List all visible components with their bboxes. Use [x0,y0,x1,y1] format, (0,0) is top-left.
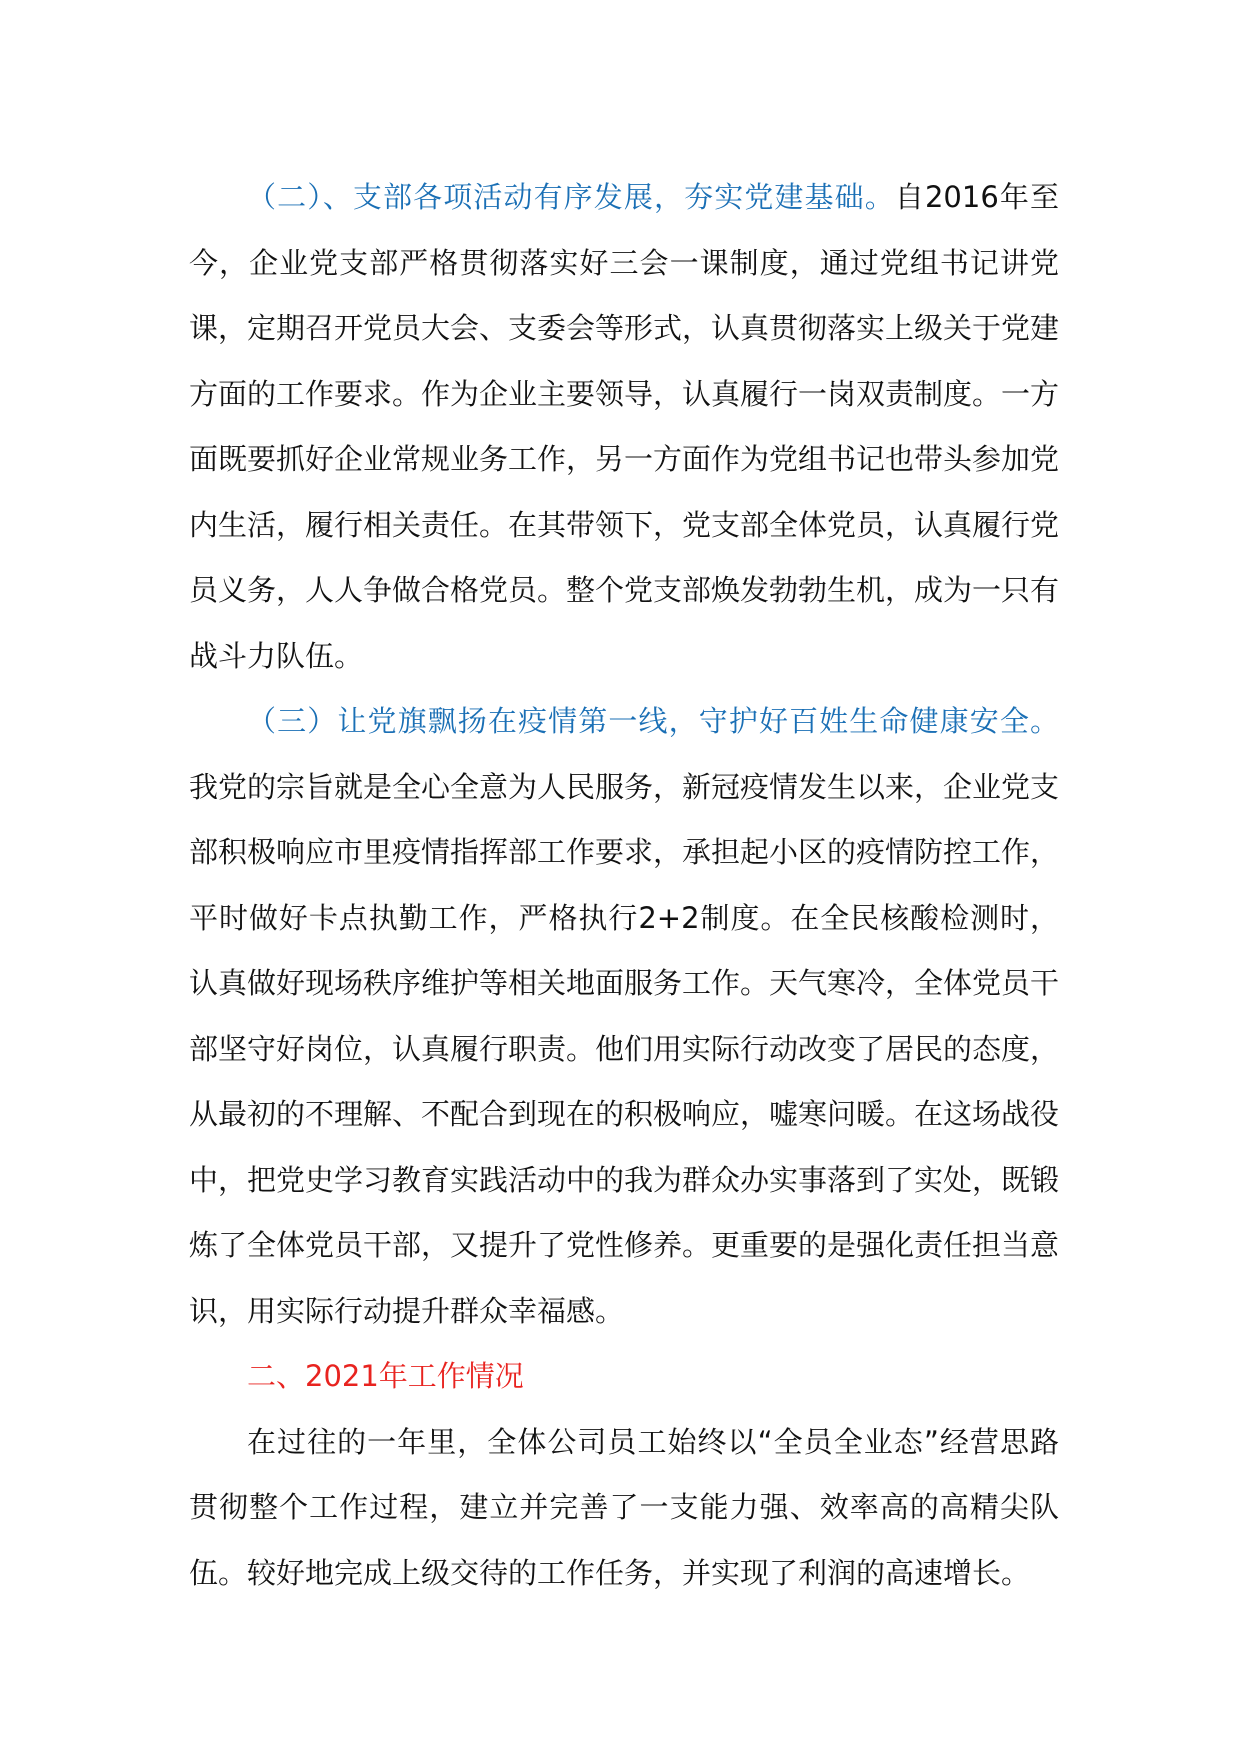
paragraph-body: 自2016年至今，企业党支部严格贯彻落实好三会一课制度，通过党组书记讲党课，定期召开党员大会、支委会等形式，认真贯彻落实上级关于党建方面的工作要求。作为企业主要领导，认真履行一岗双责制度。一方面既要抓好企业常规业务工作，另一方面作为党组书记也带头参加党内生活，履行相关责任。在其带领下，党支部全体党员，认真履行党员义务，人人争做合格党员。整个党支部焕发勃勃生机，成为一只有战斗力队伍。 [189,180,1060,673]
subheading-epidemic-frontline: （三）让党旗飘扬在疫情第一线，守护好百姓生命健康安全。 [247,704,1059,738]
paragraph-2021-summary: 在过往的一年里，全体公司员工始终以“全员全业态”经营思路贯彻整个工作过程，建立并完善了一支能力强、效率高的高精尖队伍。较好地完成上级交待的工作任务，并实现了利润的高速增长。 [189,1424,1059,1590]
paragraph-body: 我党的宗旨就是全心全意为人民服务，新冠疫情发生以来，企业党支部积极响应市里疫情指挥部工作要求，承担起小区的疫情防控工作，平时做好卡点执勤工作，严格执行2+2制度。在全民核酸检测时，认真做好现场秩序维护等相关地面服务工作。天气寒冷，全体党员干部坚守好岗位，认真履行职责。他们用实际行动改变了居民的态度，从最初的不理解、不配合到现在的积极响应，嘘寒问暖。在这场战役中，把党史学习教育实践活动中的我为群众办实事落到了实处，既锻炼了全体党员干部，又提升了党性修养。更重要的是强化责任担当意识，用实际行动提升群众幸福感。 [189,769,1060,1328]
paragraph-epidemic-frontline [189,689,1059,1344]
subheading-branch-activities: （二）、支部各项活动有序发展，夯实党建基础。 [247,180,895,214]
document-page [189,165,1059,1606]
section-heading: 二、2021年工作情况 [247,1359,524,1393]
paragraph-branch-activities [189,165,1059,689]
